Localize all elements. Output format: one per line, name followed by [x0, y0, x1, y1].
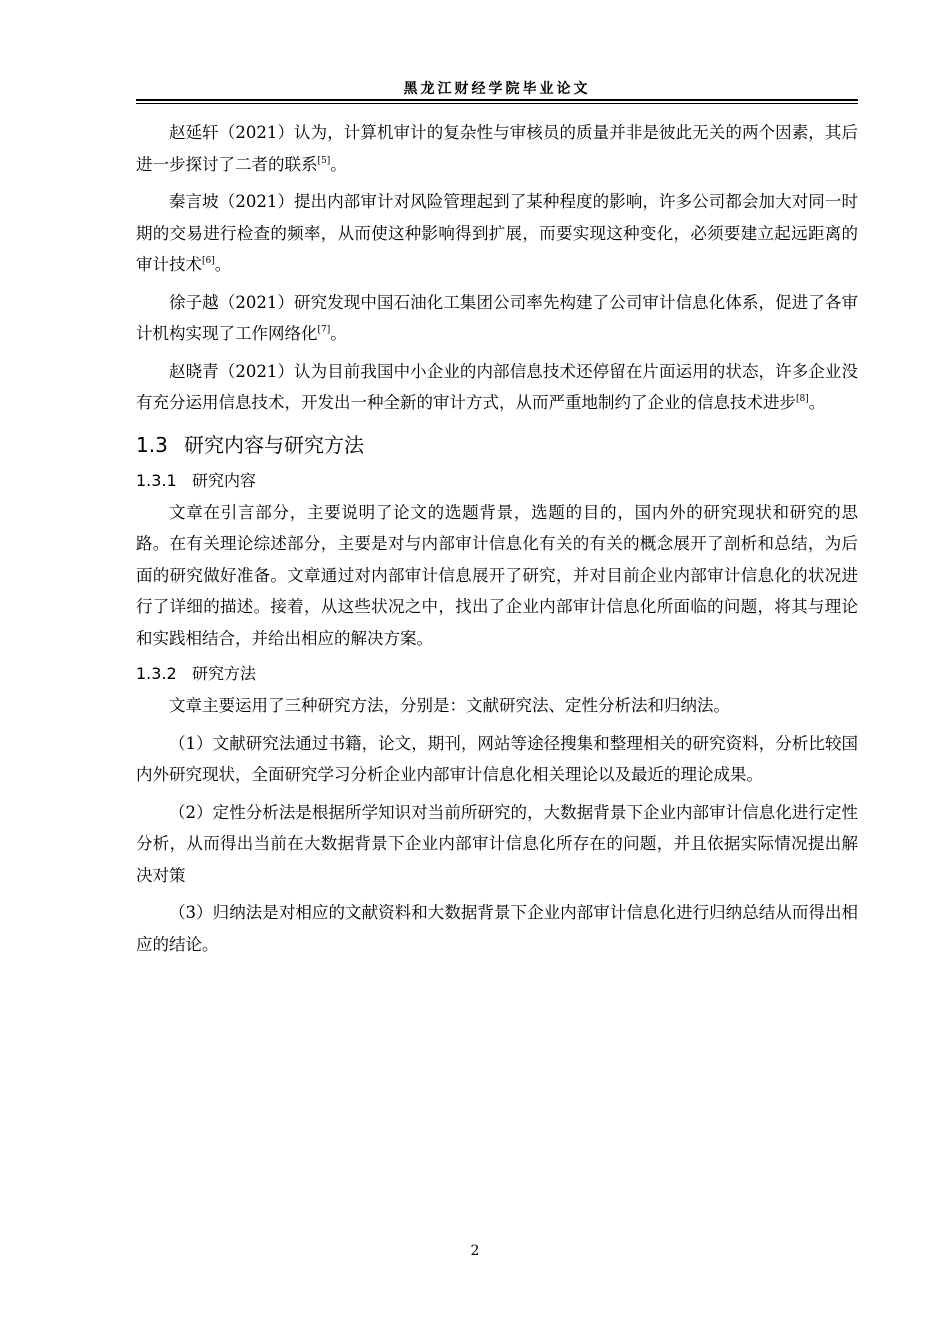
paragraph-xu-ziyue: 徐子越（2021）研究发现中国石油化工集团公司率先构建了公司审计信息化体系，促进了各审计机构实现了工作网络化[7]。: [136, 292, 858, 343]
header-rule-thick: [136, 99, 858, 101]
citation[interactable]: [7]: [317, 325, 331, 335]
paragraph-research-content: 文章在引言部分，主要说明了论文的选题背景，选题的目的，国内外的研究现状和研究的思路。在有关理论综述部分，主要是对与内部审计信息化有关的有关的概念展开了剖析和总结，为后面的研究做好准备。文章通过对内部审计信息展开了研究，并对目前企业内部审计信息化的状况进行了详细的描述。接着，从这些状况之中，找出了企业内部审计信息化所面临的问题，将其与理论和实践相结合，并给出相应的解决方案。: [136, 502, 858, 648]
paragraph-method-qualitative: （2）定性分析法是根据所学知识对当前所研究的，大数据背景下企业内部审计信息化进行定性分析，从而得出当前在大数据背景下企业内部审计信息化所存在的问题，并且依据实际情况提出解决对策: [136, 802, 858, 885]
paragraph-method-induction: （3）归纳法是对相应的文献资料和大数据背景下企业内部审计信息化进行归纳总结从而得出相应的结论。: [136, 903, 858, 954]
running-header: 黑龙江财经学院毕业论文: [403, 81, 591, 97]
body-text: [136, 117, 858, 966]
citation[interactable]: [8]: [796, 394, 809, 404]
paragraph-methods-summary: 文章主要运用了三种研究方法，分别是：文献研究法、定性分析法和归纳法。: [169, 696, 730, 715]
paragraph-method-literature: （1）文献研究法通过书籍，论文，期刊，网站等途径搜集和整理相关的研究资料，分析比较国内外研究现状，全面研究学习分析企业内部审计信息化相关理论以及最近的理论成果。: [136, 733, 858, 784]
header-rule-thin: [136, 103, 858, 104]
paragraph-qin-yanpo: 秦言坡（2021）提出内部审计对风险管理起到了某种程度的影响，许多公司都会加大对同一时期的交易进行检查的频率，从而使这种影响得到扩展，而要实现这种变化，必须要建立起远距离的审计技术[6]。: [136, 192, 858, 274]
page-number: 2: [470, 1243, 480, 1259]
paragraph-zhao-yanxuan: 赵延轩（2021）认为，计算机审计的复杂性与审核员的质量并非是彼此无关的两个因素，其后进一步探讨了二者的联系[5]。: [136, 123, 858, 174]
subsection-heading-1-3-1: 1.3.1 研究内容: [136, 470, 257, 490]
section-heading-1-3: 1.3 研究内容与研究方法: [136, 432, 364, 457]
citation[interactable]: [5]: [317, 155, 331, 166]
subsection-heading-1-3-2: 1.3.2 研究方法: [136, 664, 257, 683]
paragraph-zhao-xiaoqing: 赵晓青（2021）认为目前我国中小企业的内部信息技术还停留在片面运用的状态，许多企业没有充分运用信息技术，开发出一种全新的审计方式，从而严重地制约了企业的信息技术进步[8]。: [136, 361, 858, 412]
citation[interactable]: [6]: [202, 256, 215, 266]
